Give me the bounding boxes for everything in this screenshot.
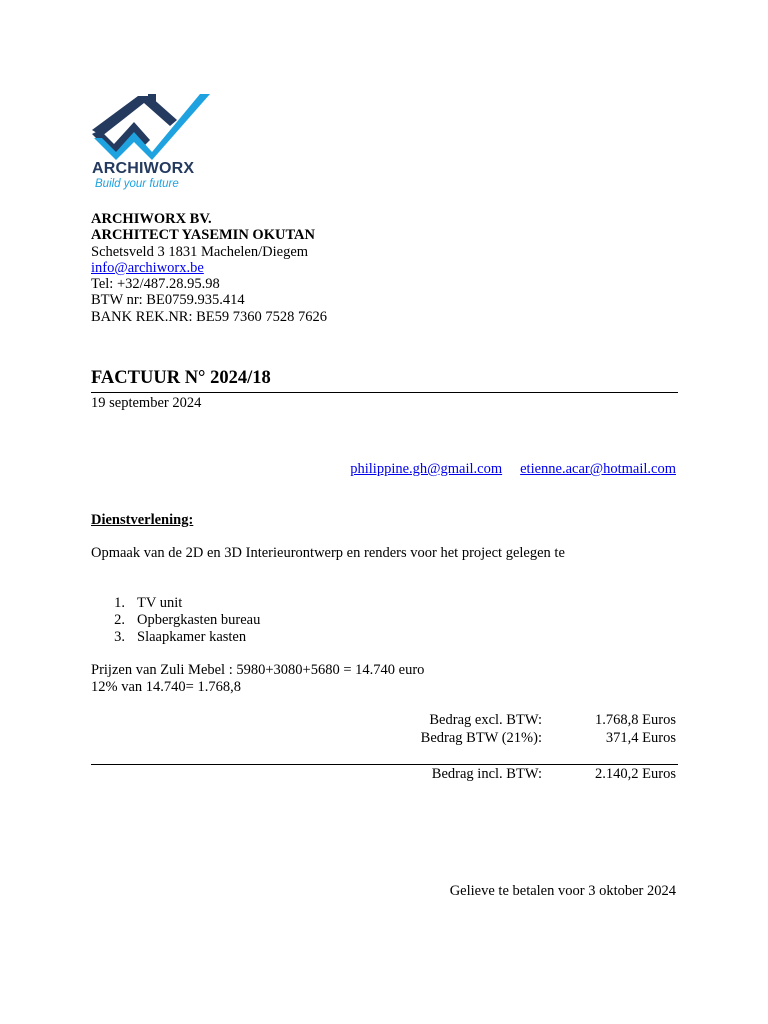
- client-emails: [350, 461, 676, 478]
- invoice-date: 19 september 2024: [91, 395, 202, 411]
- company-email-link[interactable]: info@archiworx.be: [91, 259, 204, 276]
- list-item-number: 3.: [114, 628, 125, 645]
- company-bank-account: BANK REK.NR: BE59 7360 7528 7626: [91, 308, 328, 325]
- company-vat-number: BTW nr: BE0759.935.414: [91, 292, 245, 309]
- services-list: [91, 595, 260, 645]
- price-calculation: [91, 662, 424, 696]
- total-excl-label: Bedrag excl. BTW:: [429, 712, 542, 728]
- list-item: [91, 629, 260, 646]
- services-description: Opmaak van de 2D en 3D Interieurontwerp en renders voor het project gelegen te: [91, 545, 565, 561]
- company-name: ARCHIWORX BV.: [91, 211, 212, 227]
- list-item-label: Opbergkasten bureau: [137, 611, 261, 628]
- logo-wordmark: ARCHIWORX: [92, 160, 195, 177]
- prices-line: Prijzen van Zuli Mebel : 5980+3080+5680 = 14.740 euro: [91, 662, 425, 678]
- totals-divider: [91, 764, 678, 765]
- list-item: [91, 612, 260, 629]
- total-excl-value: 1.768,8 Euros: [595, 712, 676, 728]
- list-item-number: 1.: [114, 595, 125, 611]
- list-item-number: 2.: [114, 611, 125, 628]
- total-row-excl: [376, 712, 676, 730]
- list-item: [91, 595, 260, 612]
- company-info: [91, 211, 327, 325]
- company-phone: Tel: +32/487.28.95.98: [91, 276, 220, 293]
- total-vat-label: Bedrag BTW (21%):: [420, 730, 542, 746]
- archiworx-logo-icon: [90, 90, 215, 160]
- company-address: Schetsveld 3 1831 Machelen/Diegem: [91, 243, 309, 260]
- client-email-link-2[interactable]: etienne.acar@hotmail.com: [520, 461, 676, 477]
- list-item-label: Slaapkamer kasten: [137, 628, 247, 645]
- services-heading: Dienstverlening:: [91, 512, 194, 528]
- logo-tagline: Build your future: [95, 178, 179, 190]
- architect-name: ARCHITECT YASEMIN OKUTAN: [91, 227, 315, 244]
- client-email-link-1[interactable]: philippine.gh@gmail.com: [350, 461, 503, 477]
- total-row-vat: [376, 730, 676, 748]
- list-item-label: TV unit: [137, 595, 183, 611]
- title-divider: [91, 392, 678, 393]
- total-incl-value: 2.140,2 Euros: [595, 766, 676, 782]
- total-incl-label: Bedrag incl. BTW:: [431, 766, 542, 782]
- invoice-title: FACTUUR N° 2024/18: [91, 368, 271, 388]
- total-vat-value: 371,4 Euros: [605, 730, 676, 746]
- total-row-incl: [376, 766, 676, 784]
- payment-note: Gelieve te betalen voor 3 oktober 2024: [449, 883, 676, 899]
- company-logo: [90, 90, 215, 195]
- percentage-line: 12% van 14.740= 1.768,8: [91, 679, 241, 695]
